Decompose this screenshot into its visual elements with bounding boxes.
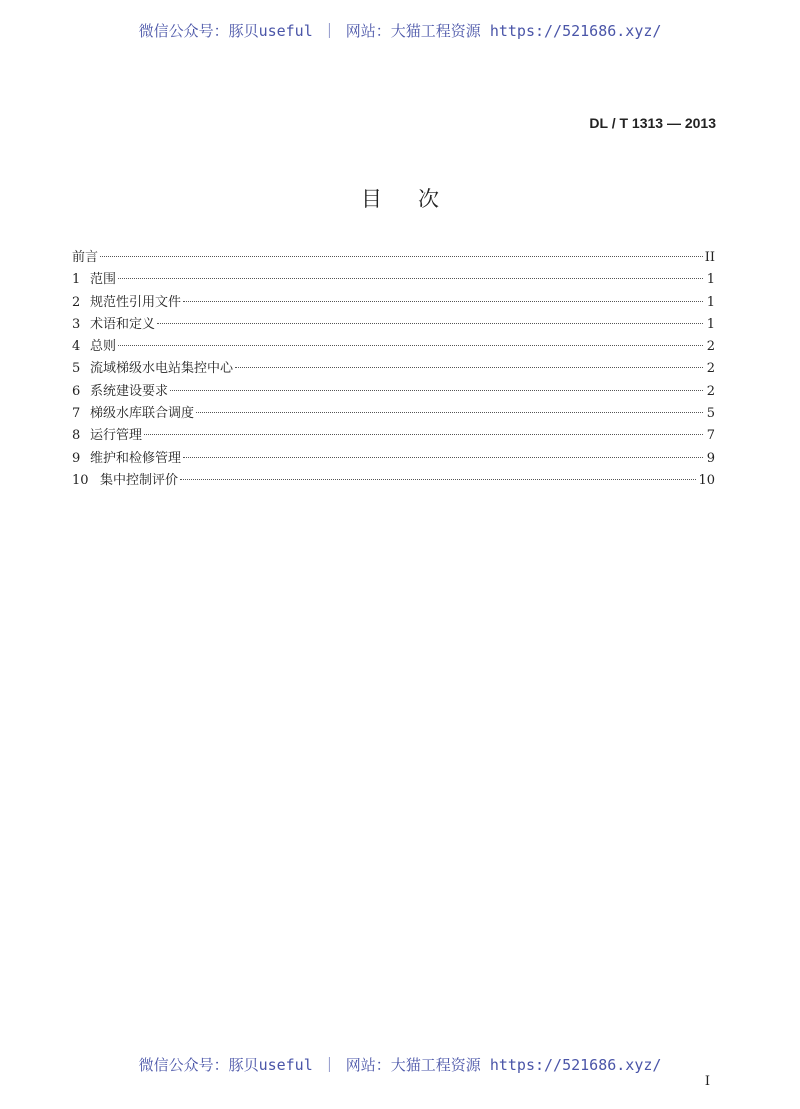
toc-leader (196, 412, 703, 413)
watermark-bottom: 微信公众号：豚贝useful ｜ 网站：大猫工程资源 https://521686.xyz/ (138, 1056, 662, 1074)
toc-title: 集中控制评价 (100, 472, 179, 488)
toc-page: 1 (706, 294, 715, 310)
toc-entry-6[interactable] (72, 381, 715, 403)
toc-leader (170, 390, 703, 391)
toc-page: 1 (706, 272, 715, 288)
toc-leader (183, 301, 703, 302)
toc-entry-8[interactable] (72, 425, 715, 447)
toc-title: 梯级水库联合调度 (90, 406, 195, 422)
toc-leader (118, 278, 703, 279)
toc-number: 9 (72, 450, 81, 466)
toc-title: 运行管理 (90, 428, 143, 444)
toc-number: 10 (72, 472, 89, 488)
toc-page: 7 (706, 428, 715, 444)
toc-leader (235, 367, 703, 368)
toc-title: 维护和检修管理 (90, 450, 182, 466)
toc-title: 范围 (90, 272, 117, 288)
toc-leader (180, 479, 696, 480)
toc-page: 5 (706, 406, 715, 422)
toc-title: 规范性引用文件 (90, 294, 182, 310)
toc-number: 8 (72, 428, 81, 444)
toc-page: 1 (706, 316, 715, 332)
title-char: 次 (418, 187, 439, 211)
toc-number: 2 (72, 294, 81, 310)
toc-entry-7[interactable] (72, 403, 715, 425)
toc-page: 2 (706, 339, 715, 355)
toc-leader (157, 323, 703, 324)
toc-number: 3 (72, 316, 81, 332)
page-number: I (704, 1074, 710, 1089)
toc-entry-9[interactable] (72, 448, 715, 470)
toc-leader (183, 457, 703, 458)
toc-entry-4[interactable] (72, 336, 715, 358)
toc-entry-10[interactable] (72, 470, 715, 492)
toc-entry-foreword[interactable] (72, 247, 715, 269)
standard-code: DL / T 1313 — 2013 (589, 115, 716, 131)
toc-leader (118, 345, 703, 346)
watermark-top: 微信公众号：豚贝useful ｜ 网站：大猫工程资源 https://521686.xyz/ (138, 22, 662, 40)
title-char: 目 (361, 187, 382, 211)
toc-page: 10 (698, 472, 715, 488)
toc-page: 2 (706, 383, 715, 399)
toc-number: 5 (72, 361, 81, 377)
toc-title: 术语和定义 (90, 316, 156, 332)
toc-number: 1 (72, 272, 81, 288)
toc-number: 4 (72, 339, 81, 355)
page-title (0, 183, 800, 213)
toc-leader (100, 256, 703, 257)
toc-title: 流域梯级水电站集控中心 (90, 361, 234, 377)
toc-leader (144, 434, 703, 435)
toc-entry-5[interactable] (72, 358, 715, 380)
toc-entry-1[interactable] (72, 269, 715, 291)
toc-title: 系统建设要求 (90, 383, 169, 399)
toc-page: 9 (706, 450, 715, 466)
toc-page: II (704, 250, 715, 265)
toc-number: 7 (72, 406, 81, 422)
toc-page: 2 (706, 361, 715, 377)
toc-entry-2[interactable] (72, 292, 715, 314)
toc-title: 总则 (90, 339, 117, 355)
toc-entry-3[interactable] (72, 314, 715, 336)
toc-title: 前言 (72, 250, 99, 265)
toc-number: 6 (72, 383, 81, 399)
table-of-contents (72, 247, 715, 492)
